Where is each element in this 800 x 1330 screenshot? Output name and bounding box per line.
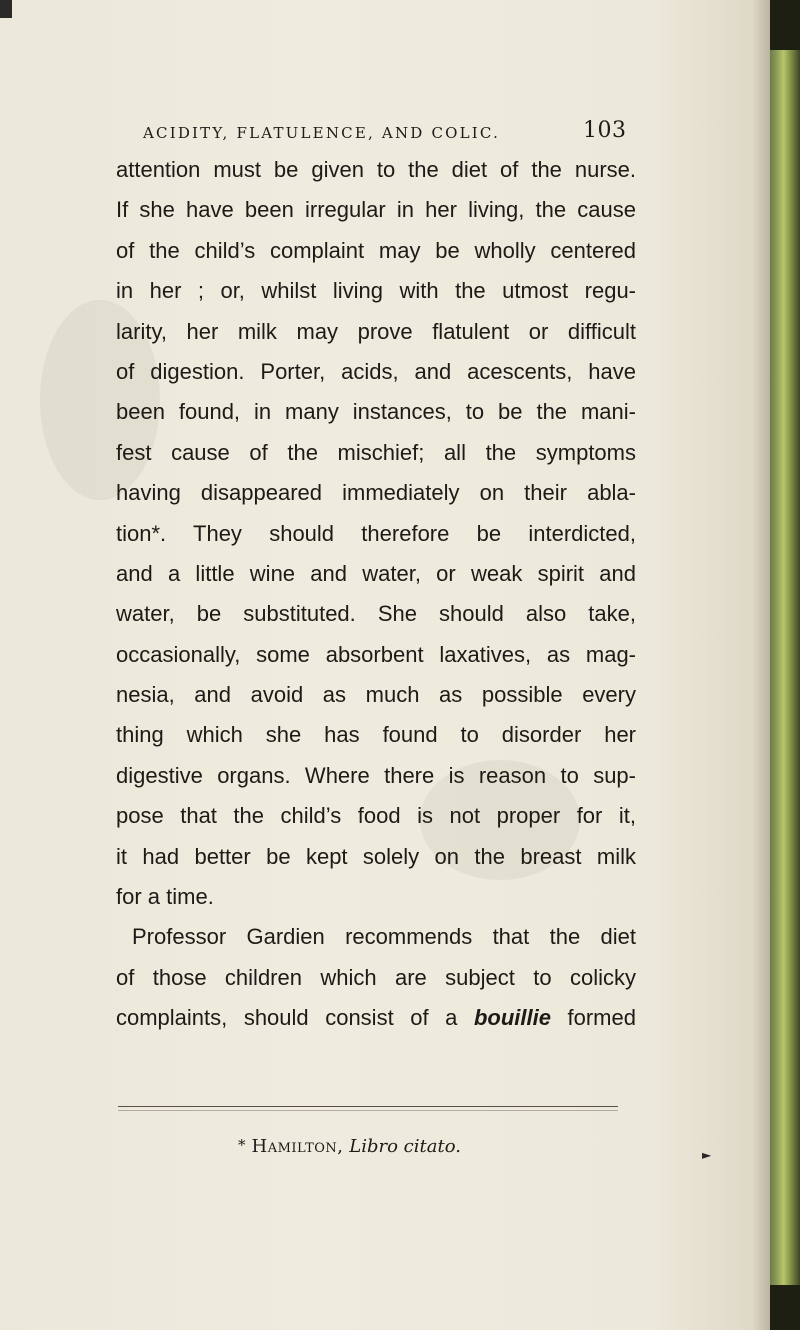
book-binding-edge	[770, 0, 800, 1330]
text-line: water, be substituted. She should also take,	[116, 601, 636, 627]
text-line: in her ; or, whilst living with the utmost regu-	[116, 278, 636, 304]
body-text	[116, 150, 636, 1039]
page-gutter-shadow	[752, 0, 770, 1330]
binding-dark-segment	[770, 0, 800, 50]
text-line: of the child’s complaint may be wholly centered	[116, 237, 636, 263]
text-line: tion*. They should therefore be interdicted,	[116, 520, 636, 546]
footnote-rule-shadow	[118, 1110, 618, 1111]
text-line: thing which she has found to disorder her	[116, 722, 636, 748]
text-line: been found, in many instances, to be the mani-	[116, 399, 636, 425]
binding-dark-segment	[770, 1285, 800, 1330]
footnote-author: Hamilton,	[251, 1136, 344, 1157]
page-number: 103	[583, 118, 627, 143]
footnote-citation: Libro citato.	[349, 1136, 461, 1157]
margin-mark-icon: ►	[702, 1148, 712, 1162]
text-line: If she have been irregular in her living, the cause	[116, 197, 636, 223]
footnote-marker: *	[238, 1136, 246, 1154]
footnote	[238, 1136, 658, 1157]
text-line: digestive organs. Where there is reason to sup-	[116, 762, 636, 788]
text-line: attention must be given to the diet of the nurse.	[116, 157, 636, 182]
text-line: of those children which are subject to colicky	[116, 964, 636, 990]
text-line: Professor Gardien recommends that the diet	[132, 924, 636, 950]
text-line: and a little wine and water, or weak spirit and	[116, 560, 636, 586]
italic-term: bouillie	[473, 1005, 551, 1031]
running-title: ACIDITY, FLATULENCE, AND COLIC.	[143, 124, 501, 142]
text-line: having disappeared immediately on their abla-	[116, 480, 636, 506]
text-line: larity, her milk may prove flatulent or difficult	[116, 318, 636, 344]
text-line: of digestion. Porter, acids, and acescents, have	[116, 358, 636, 384]
text-line: pose that the child’s food is not proper for it,	[116, 803, 636, 829]
text-line: it had better be kept solely on the breast milk	[116, 843, 636, 869]
text-line-last	[116, 998, 636, 1038]
footnote-rule	[118, 1106, 618, 1107]
text-line: occasionally, some absorbent laxatives, as mag-	[116, 641, 636, 667]
running-header	[143, 118, 643, 146]
text-segment: formed	[567, 1005, 636, 1031]
text-line: nesia, and avoid as much as possible every	[116, 682, 636, 708]
text-line: fest cause of the mischief; all the symptoms	[116, 439, 636, 465]
text-line: for a time.	[116, 884, 214, 910]
scan-corner-mark	[0, 0, 12, 18]
text-segment: complaints, should consist of a	[116, 1005, 458, 1031]
